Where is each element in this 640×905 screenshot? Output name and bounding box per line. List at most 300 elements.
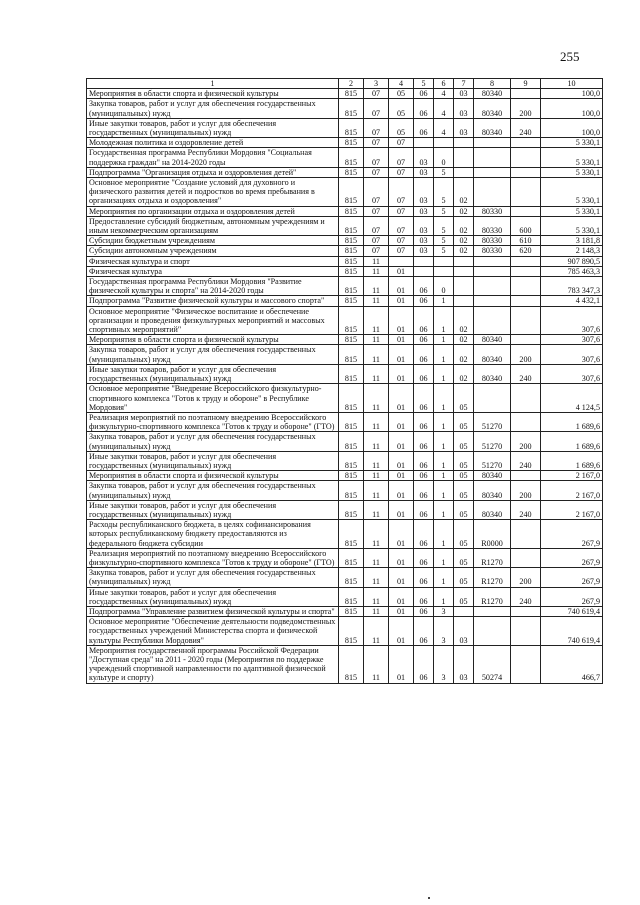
program-code-cell: 06 xyxy=(414,118,434,137)
table-row xyxy=(87,236,603,246)
subprogram-code-cell: 1 xyxy=(434,451,454,470)
table-row xyxy=(87,364,603,383)
type-code-cell xyxy=(511,617,541,646)
item-name-cell: Молодежная политика и оздоровление детей xyxy=(87,138,339,148)
item-name-cell: Мероприятия по организации отдыха и оздоровления детей xyxy=(87,206,339,216)
amount-cell: 307,6 xyxy=(541,335,603,345)
type-code-cell: 200 xyxy=(511,99,541,118)
subsection-code-cell: 07 xyxy=(389,236,414,246)
expense-code-cell: 80340 xyxy=(474,481,511,500)
ministry-code-cell: 815 xyxy=(339,138,364,148)
program-code-cell: 03 xyxy=(414,148,434,167)
program-code-cell: 03 xyxy=(414,216,434,235)
activity-code-cell: 03 xyxy=(454,617,474,646)
type-code-cell: 200 xyxy=(511,481,541,500)
ministry-code-cell: 815 xyxy=(339,178,364,207)
activity-code-cell: 05 xyxy=(454,500,474,519)
program-code-cell: 06 xyxy=(414,432,434,451)
header-cell: 3 xyxy=(364,79,389,89)
program-code-cell: 03 xyxy=(414,246,434,256)
item-name-cell: Основное мероприятие "Внедрение Всероссийского физкультурно-спортивного комплекса "Готов к труду и обороне" в Республике Мордовия" xyxy=(87,384,339,413)
subprogram-code-cell: 1 xyxy=(434,296,454,306)
expense-code-cell: 80330 xyxy=(474,206,511,216)
amount-cell: 307,6 xyxy=(541,306,603,335)
subprogram-code-cell: 0 xyxy=(434,277,454,296)
ministry-code-cell: 815 xyxy=(339,384,364,413)
item-name-cell: Основное мероприятие "Обеспечение деятельности подведомственных государственных учреждений Министерства спорта и физической культуры Республики Мордовия" xyxy=(87,617,339,646)
program-code-cell: 03 xyxy=(414,167,434,177)
section-code-cell: 07 xyxy=(364,148,389,167)
type-code-cell xyxy=(511,256,541,266)
header-cell: 7 xyxy=(454,79,474,89)
budget-table xyxy=(86,78,603,684)
program-code-cell xyxy=(414,266,434,276)
type-code-cell xyxy=(511,178,541,207)
item-name-cell: Основное мероприятие "Создание условий для духовного и физического развития детей и подростков во время пребывания в организациях отдыха и оздоровления" xyxy=(87,178,339,207)
ministry-code-cell: 815 xyxy=(339,148,364,167)
activity-code-cell: 02 xyxy=(454,236,474,246)
subprogram-code-cell: 1 xyxy=(434,587,454,606)
subsection-code-cell: 01 xyxy=(389,384,414,413)
type-code-cell: 200 xyxy=(511,568,541,587)
item-name-cell: Основное мероприятие "Физическое воспитание и обеспечение организации и проведения физкультурных мероприятий и массовых спортивных мероприятий" xyxy=(87,306,339,335)
subsection-code-cell: 01 xyxy=(389,587,414,606)
amount-cell: 5 330,1 xyxy=(541,206,603,216)
section-code-cell: 07 xyxy=(364,89,389,99)
amount-cell: 1 689,6 xyxy=(541,451,603,470)
table-row xyxy=(87,645,603,683)
section-code-cell: 11 xyxy=(364,364,389,383)
activity-code-cell: 05 xyxy=(454,451,474,470)
item-name-cell: Физическая культура и спорт xyxy=(87,256,339,266)
header-cell: 5 xyxy=(414,79,434,89)
section-code-cell: 11 xyxy=(364,645,389,683)
program-code-cell: 06 xyxy=(414,335,434,345)
activity-code-cell: 05 xyxy=(454,587,474,606)
item-name-cell: Субсидии бюджетным учреждениям xyxy=(87,236,339,246)
amount-cell: 267,9 xyxy=(541,520,603,549)
item-name-cell: Мероприятия в области спорта и физической культуры xyxy=(87,471,339,481)
item-name-cell: Подпрограмма "Развитие физической культуры и массового спорта" xyxy=(87,296,339,306)
activity-code-cell: 05 xyxy=(454,520,474,549)
section-code-cell: 11 xyxy=(364,606,389,616)
type-code-cell xyxy=(511,148,541,167)
expense-code-cell xyxy=(474,167,511,177)
subsection-code-cell: 01 xyxy=(389,606,414,616)
type-code-cell xyxy=(511,335,541,345)
expense-code-cell xyxy=(474,256,511,266)
subprogram-code-cell: 1 xyxy=(434,481,454,500)
ministry-code-cell: 815 xyxy=(339,451,364,470)
program-code-cell: 06 xyxy=(414,617,434,646)
section-code-cell: 11 xyxy=(364,520,389,549)
subsection-code-cell: 01 xyxy=(389,296,414,306)
item-name-cell: Предоставление субсидий бюджетным, автономным учреждениям и иным некоммерческим организациям xyxy=(87,216,339,235)
ministry-code-cell: 815 xyxy=(339,364,364,383)
amount-cell: 2 167,0 xyxy=(541,500,603,519)
type-code-cell xyxy=(511,167,541,177)
program-code-cell: 06 xyxy=(414,384,434,413)
item-name-cell: Иные закупки товаров, работ и услуг для обеспечения государственных (муниципальных) нужд xyxy=(87,587,339,606)
amount-cell: 3 181,8 xyxy=(541,236,603,246)
section-code-cell: 11 xyxy=(364,587,389,606)
table-row xyxy=(87,178,603,207)
subprogram-code-cell: 4 xyxy=(434,99,454,118)
subsection-code-cell: 01 xyxy=(389,500,414,519)
expense-code-cell: 80330 xyxy=(474,216,511,235)
expense-code-cell: R0000 xyxy=(474,520,511,549)
type-code-cell xyxy=(511,412,541,431)
subprogram-code-cell: 3 xyxy=(434,606,454,616)
table-row xyxy=(87,451,603,470)
program-code-cell: 06 xyxy=(414,306,434,335)
activity-code-cell: 02 xyxy=(454,306,474,335)
item-name-cell: Иные закупки товаров, работ и услуг для обеспечения государственных (муниципальных) нужд xyxy=(87,118,339,137)
type-code-cell xyxy=(511,296,541,306)
section-code-cell: 07 xyxy=(364,118,389,137)
header-cell: 9 xyxy=(511,79,541,89)
activity-code-cell xyxy=(454,606,474,616)
header-cell: 1 xyxy=(87,79,339,89)
subprogram-code-cell: 1 xyxy=(434,432,454,451)
amount-cell: 1 689,6 xyxy=(541,432,603,451)
subprogram-code-cell: 1 xyxy=(434,568,454,587)
section-code-cell: 11 xyxy=(364,548,389,567)
item-name-cell: Подпрограмма "Организация отдыха и оздоровления детей" xyxy=(87,167,339,177)
expense-code-cell xyxy=(474,277,511,296)
amount-cell: 740 619,4 xyxy=(541,617,603,646)
program-code-cell: 03 xyxy=(414,178,434,207)
expense-code-cell: 80340 xyxy=(474,471,511,481)
amount-cell: 4 124,5 xyxy=(541,384,603,413)
amount-cell: 1 689,6 xyxy=(541,412,603,431)
amount-cell: 5 330,1 xyxy=(541,138,603,148)
subsection-code-cell: 07 xyxy=(389,148,414,167)
table-row xyxy=(87,617,603,646)
amount-cell: 2 148,3 xyxy=(541,246,603,256)
activity-code-cell xyxy=(454,266,474,276)
header-cell: 6 xyxy=(434,79,454,89)
expense-code-cell: 80340 xyxy=(474,335,511,345)
section-code-cell: 07 xyxy=(364,206,389,216)
program-code-cell xyxy=(414,256,434,266)
subsection-code-cell: 07 xyxy=(389,206,414,216)
table-row xyxy=(87,606,603,616)
section-code-cell: 11 xyxy=(364,384,389,413)
type-code-cell: 240 xyxy=(511,587,541,606)
program-code-cell: 06 xyxy=(414,296,434,306)
header-cell: 4 xyxy=(389,79,414,89)
subsection-code-cell: 01 xyxy=(389,266,414,276)
program-code-cell: 06 xyxy=(414,451,434,470)
item-name-cell: Государственная программа Республики Мордовия "Социальная поддержка граждан" на 2014-2020 годы xyxy=(87,148,339,167)
amount-cell: 2 167,0 xyxy=(541,471,603,481)
expense-code-cell xyxy=(474,606,511,616)
subprogram-code-cell: 1 xyxy=(434,384,454,413)
table-row xyxy=(87,520,603,549)
amount-cell: 267,9 xyxy=(541,568,603,587)
section-code-cell: 11 xyxy=(364,335,389,345)
subsection-code-cell: 01 xyxy=(389,412,414,431)
table-row xyxy=(87,256,603,266)
program-code-cell: 03 xyxy=(414,206,434,216)
section-code-cell: 07 xyxy=(364,167,389,177)
section-code-cell: 07 xyxy=(364,138,389,148)
subsection-code-cell: 05 xyxy=(389,118,414,137)
table-row xyxy=(87,296,603,306)
amount-cell: 783 347,3 xyxy=(541,277,603,296)
table-row xyxy=(87,306,603,335)
type-code-cell: 200 xyxy=(511,432,541,451)
expense-code-cell: 80340 xyxy=(474,89,511,99)
amount-cell: 907 890,5 xyxy=(541,256,603,266)
ministry-code-cell: 815 xyxy=(339,306,364,335)
subsection-code-cell: 07 xyxy=(389,216,414,235)
item-name-cell: Мероприятия государственной программы Российской Федерации "Доступная среда" на 2011 - 2020 годы (Мероприятия по поддержке учреждений спортивной направленности по адаптивной физической культуре и спорту) xyxy=(87,645,339,683)
subprogram-code-cell: 3 xyxy=(434,617,454,646)
activity-code-cell xyxy=(454,138,474,148)
ministry-code-cell: 815 xyxy=(339,118,364,137)
program-code-cell: 06 xyxy=(414,471,434,481)
subsection-code-cell: 07 xyxy=(389,246,414,256)
subsection-code-cell: 05 xyxy=(389,99,414,118)
item-name-cell: Закупка товаров, работ и услуг для обеспечения государственных (муниципальных) нужд xyxy=(87,481,339,500)
subprogram-code-cell: 5 xyxy=(434,216,454,235)
subprogram-code-cell: 4 xyxy=(434,89,454,99)
subprogram-code-cell xyxy=(434,256,454,266)
activity-code-cell xyxy=(454,277,474,296)
subsection-code-cell: 05 xyxy=(389,89,414,99)
subsection-code-cell: 01 xyxy=(389,520,414,549)
subprogram-code-cell: 1 xyxy=(434,500,454,519)
ministry-code-cell: 815 xyxy=(339,568,364,587)
section-code-cell: 07 xyxy=(364,216,389,235)
table-row xyxy=(87,277,603,296)
subsection-code-cell xyxy=(389,256,414,266)
amount-cell: 466,7 xyxy=(541,645,603,683)
type-code-cell xyxy=(511,89,541,99)
activity-code-cell: 02 xyxy=(454,246,474,256)
expense-code-cell: 50274 xyxy=(474,645,511,683)
item-name-cell: Мероприятия в области спорта и физической культуры xyxy=(87,89,339,99)
section-code-cell: 11 xyxy=(364,617,389,646)
subsection-code-cell: 01 xyxy=(389,335,414,345)
subprogram-code-cell: 5 xyxy=(434,178,454,207)
ministry-code-cell: 815 xyxy=(339,296,364,306)
expense-code-cell: 51270 xyxy=(474,412,511,431)
amount-cell: 4 432,1 xyxy=(541,296,603,306)
type-code-cell: 200 xyxy=(511,345,541,364)
table-row xyxy=(87,206,603,216)
table-row xyxy=(87,568,603,587)
table-row xyxy=(87,481,603,500)
amount-cell: 100,0 xyxy=(541,118,603,137)
table-row xyxy=(87,89,603,99)
activity-code-cell: 02 xyxy=(454,178,474,207)
section-code-cell: 11 xyxy=(364,266,389,276)
page-number: 255 xyxy=(560,49,580,64)
amount-cell: 5 330,1 xyxy=(541,167,603,177)
activity-code-cell: 05 xyxy=(454,471,474,481)
expense-code-cell: R1270 xyxy=(474,587,511,606)
subprogram-code-cell: 3 xyxy=(434,645,454,683)
program-code-cell: 06 xyxy=(414,364,434,383)
subsection-code-cell: 01 xyxy=(389,277,414,296)
ministry-code-cell: 815 xyxy=(339,432,364,451)
program-code-cell: 06 xyxy=(414,645,434,683)
table-row xyxy=(87,500,603,519)
subprogram-code-cell xyxy=(434,138,454,148)
program-code-cell: 06 xyxy=(414,481,434,500)
type-code-cell xyxy=(511,266,541,276)
header-row xyxy=(87,79,603,89)
table-row xyxy=(87,99,603,118)
activity-code-cell: 05 xyxy=(454,548,474,567)
header-cell: 2 xyxy=(339,79,364,89)
amount-cell: 5 330,1 xyxy=(541,216,603,235)
type-code-cell xyxy=(511,138,541,148)
ministry-code-cell: 815 xyxy=(339,335,364,345)
type-code-cell: 610 xyxy=(511,236,541,246)
expense-code-cell xyxy=(474,384,511,413)
section-code-cell: 07 xyxy=(364,236,389,246)
item-name-cell: Закупка товаров, работ и услуг для обеспечения государственных (муниципальных) нужд xyxy=(87,568,339,587)
ministry-code-cell: 815 xyxy=(339,500,364,519)
program-code-cell: 06 xyxy=(414,520,434,549)
type-code-cell xyxy=(511,384,541,413)
subprogram-code-cell: 1 xyxy=(434,306,454,335)
ministry-code-cell: 815 xyxy=(339,99,364,118)
expense-code-cell: 80330 xyxy=(474,236,511,246)
expense-code-cell: R1270 xyxy=(474,568,511,587)
subsection-code-cell: 01 xyxy=(389,471,414,481)
amount-cell: 5 330,1 xyxy=(541,148,603,167)
ministry-code-cell: 815 xyxy=(339,266,364,276)
ministry-code-cell: 815 xyxy=(339,520,364,549)
program-code-cell: 06 xyxy=(414,277,434,296)
subprogram-code-cell: 1 xyxy=(434,471,454,481)
amount-cell: 740 619,4 xyxy=(541,606,603,616)
amount-cell: 2 167,0 xyxy=(541,481,603,500)
subsection-code-cell: 01 xyxy=(389,645,414,683)
table-row xyxy=(87,246,603,256)
ministry-code-cell: 815 xyxy=(339,645,364,683)
amount-cell: 267,9 xyxy=(541,587,603,606)
header-cell: 10 xyxy=(541,79,603,89)
program-code-cell: 03 xyxy=(414,236,434,246)
activity-code-cell: 02 xyxy=(454,335,474,345)
section-code-cell: 11 xyxy=(364,568,389,587)
subprogram-code-cell: 1 xyxy=(434,335,454,345)
subsection-code-cell: 01 xyxy=(389,364,414,383)
amount-cell: 100,0 xyxy=(541,89,603,99)
type-code-cell xyxy=(511,548,541,567)
subsection-code-cell: 01 xyxy=(389,451,414,470)
program-code-cell: 06 xyxy=(414,587,434,606)
ministry-code-cell: 815 xyxy=(339,167,364,177)
activity-code-cell: 05 xyxy=(454,432,474,451)
expense-code-cell: 80340 xyxy=(474,345,511,364)
section-code-cell: 11 xyxy=(364,481,389,500)
subprogram-code-cell: 5 xyxy=(434,246,454,256)
expense-code-cell: 51270 xyxy=(474,432,511,451)
subsection-code-cell: 07 xyxy=(389,138,414,148)
amount-cell: 307,6 xyxy=(541,364,603,383)
table-row xyxy=(87,216,603,235)
subsection-code-cell: 01 xyxy=(389,617,414,646)
program-code-cell: 06 xyxy=(414,548,434,567)
subprogram-code-cell: 5 xyxy=(434,236,454,246)
ministry-code-cell: 815 xyxy=(339,277,364,296)
subsection-code-cell: 01 xyxy=(389,568,414,587)
section-code-cell: 07 xyxy=(364,99,389,118)
item-name-cell: Иные закупки товаров, работ и услуг для обеспечения государственных (муниципальных) нужд xyxy=(87,364,339,383)
activity-code-cell xyxy=(454,256,474,266)
program-code-cell: 06 xyxy=(414,345,434,364)
subprogram-code-cell: 1 xyxy=(434,520,454,549)
expense-code-cell: 80340 xyxy=(474,118,511,137)
ministry-code-cell: 815 xyxy=(339,606,364,616)
item-name-cell: Иные закупки товаров, работ и услуг для обеспечения государственных (муниципальных) нужд xyxy=(87,451,339,470)
amount-cell: 307,6 xyxy=(541,345,603,364)
type-code-cell: 620 xyxy=(511,246,541,256)
activity-code-cell: 02 xyxy=(454,216,474,235)
item-name-cell: Закупка товаров, работ и услуг для обеспечения государственных (муниципальных) нужд xyxy=(87,345,339,364)
type-code-cell: 600 xyxy=(511,216,541,235)
section-code-cell: 11 xyxy=(364,296,389,306)
section-code-cell: 11 xyxy=(364,451,389,470)
ministry-code-cell: 815 xyxy=(339,471,364,481)
item-name-cell: Реализация мероприятий по поэтапному внедрению Всероссийского физкультурно-спортивного комплекса "Готов к труду и обороне" (ГТО) xyxy=(87,548,339,567)
activity-code-cell: 03 xyxy=(454,118,474,137)
item-name-cell: Закупка товаров, работ и услуг для обеспечения государственных (муниципальных) нужд xyxy=(87,99,339,118)
activity-code-cell: 05 xyxy=(454,412,474,431)
item-name-cell: Реализация мероприятий по поэтапному внедрению Всероссийского физкультурно-спортивного комплекса "Готов к труду и обороне" (ГТО) xyxy=(87,412,339,431)
table-row xyxy=(87,335,603,345)
type-code-cell xyxy=(511,645,541,683)
section-code-cell: 11 xyxy=(364,345,389,364)
program-code-cell: 06 xyxy=(414,568,434,587)
table-row xyxy=(87,118,603,137)
subprogram-code-cell: 0 xyxy=(434,148,454,167)
subprogram-code-cell: 5 xyxy=(434,206,454,216)
type-code-cell xyxy=(511,306,541,335)
section-code-cell: 11 xyxy=(364,412,389,431)
activity-code-cell xyxy=(454,148,474,167)
expense-code-cell xyxy=(474,178,511,207)
activity-code-cell: 05 xyxy=(454,384,474,413)
program-code-cell: 06 xyxy=(414,412,434,431)
activity-code-cell: 02 xyxy=(454,345,474,364)
item-name-cell: Подпрограмма "Управление развитием физической культуры и спорта" xyxy=(87,606,339,616)
subprogram-code-cell: 4 xyxy=(434,118,454,137)
activity-code-cell: 05 xyxy=(454,568,474,587)
scan-speck xyxy=(428,897,430,899)
type-code-cell xyxy=(511,206,541,216)
section-code-cell: 11 xyxy=(364,500,389,519)
subsection-code-cell: 01 xyxy=(389,432,414,451)
ministry-code-cell: 815 xyxy=(339,412,364,431)
ministry-code-cell: 815 xyxy=(339,246,364,256)
program-code-cell xyxy=(414,138,434,148)
program-code-cell: 06 xyxy=(414,500,434,519)
subsection-code-cell: 01 xyxy=(389,306,414,335)
expense-code-cell xyxy=(474,266,511,276)
program-code-cell: 06 xyxy=(414,99,434,118)
ministry-code-cell: 815 xyxy=(339,206,364,216)
table-body xyxy=(87,89,603,683)
type-code-cell xyxy=(511,471,541,481)
